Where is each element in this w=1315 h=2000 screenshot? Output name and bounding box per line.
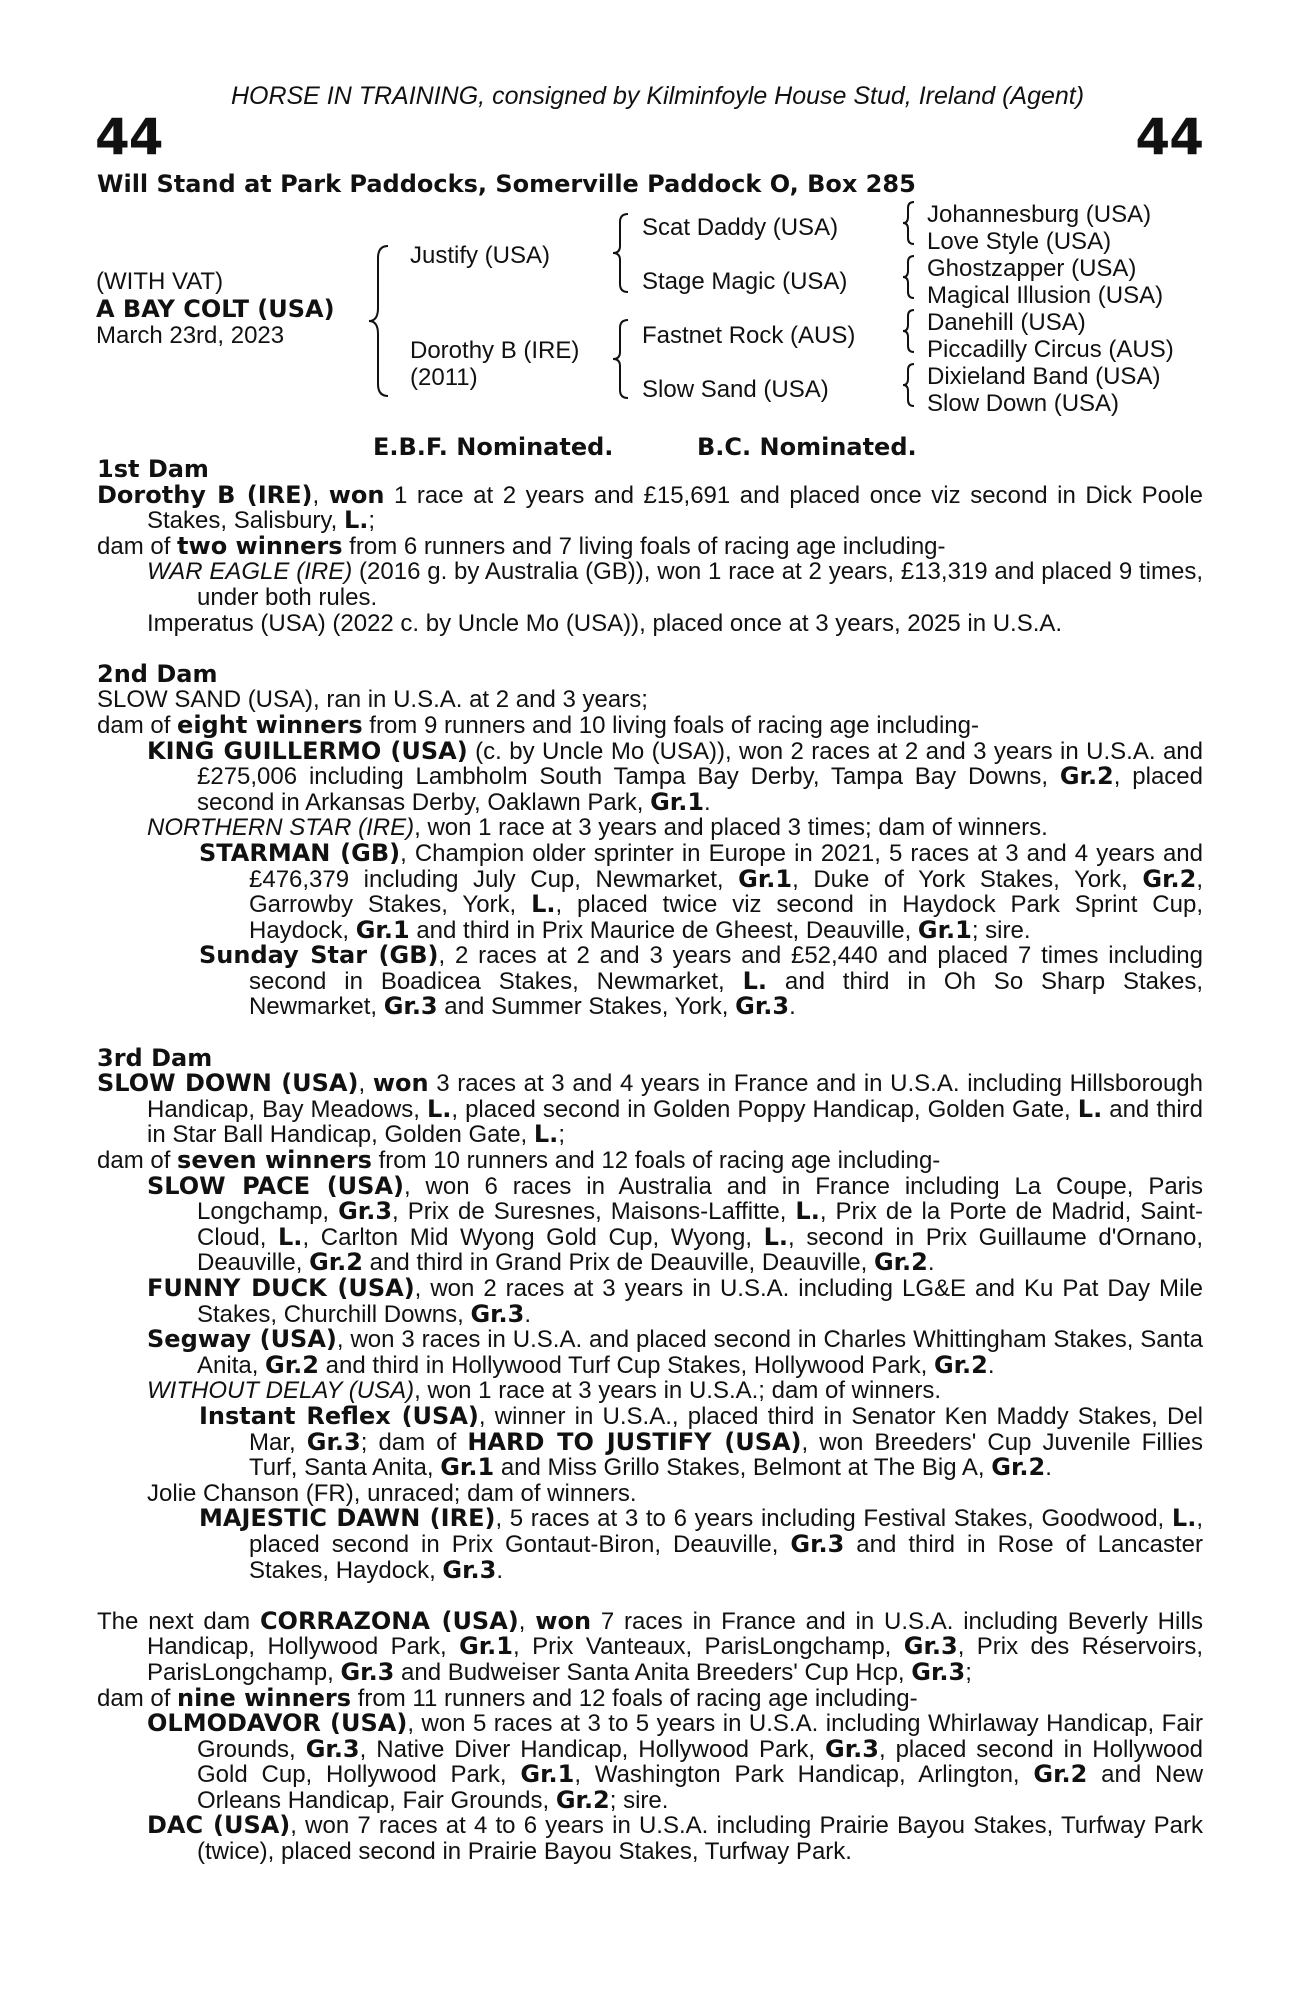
entry-text: ; [558,1121,565,1149]
entry-text: 7 races in France and in U.S.A. including Beverly Hills Handicap, Hollywood Park, [147,1607,1203,1661]
entry-text: Jolie Chanson (FR), unraced; dam of winners. [147,1479,637,1507]
entry-text: , Carlton Mid Wyong Gold Cup, Wyong, [302,1223,764,1251]
ebf-nominated: E.B.F. Nominated. [373,433,614,461]
entry-text: , won 2 races at 3 years in U.S.A. including LG&E and Ku Pat Day Mile Stakes, Churchill Downs, [197,1275,1203,1328]
entry-text: from 9 runners and 10 living foals of racing age including- [362,711,979,739]
pedigree-entry [97,1683,1203,1712]
entry-text: . [1045,1454,1052,1482]
bold-text: SLOW DOWN (USA) [97,1069,359,1098]
entry-text: , won 7 races at 4 to 6 years in U.S.A. including Prairie Bayou Stakes, Turfway Park (twice), placed second in Prairie Bayou Stakes, Turfway Park. [197,1812,1204,1866]
entry-text: , placed second in Golden Poppy Handicap, Golden Gate, [451,1095,1078,1123]
gg-bracket-4 [902,364,918,406]
bold-text: Dorothy B (IRE) [97,480,313,509]
entry-text: ; sire. [971,916,1031,944]
bold-text: KING GUILLERMO (USA) [147,736,468,765]
entry-text: SLOW SAND (USA), ran in U.S.A. at 2 and 3 years; [97,686,648,714]
main-bracket [368,246,392,396]
entry-text: 1 race at 2 years and £15,691 and placed once viz second in Dick Poole Stakes, Salisbury, [147,481,1203,535]
pedigree-entry [97,1276,1203,1327]
bold-text: eight winners [177,710,363,739]
bold-text: Gr.3 [338,1197,393,1226]
bold-text: won [328,480,385,509]
entry-text: and third in Oh So Sharp Stakes, Newmarket, [249,967,1203,1021]
entry-text: , Champion older sprinter in Europe in 2021, 5 races at 3 and 4 years and £476,379 including July Cup, Newmarket, [249,839,1203,893]
bold-text: OLMODAVOR (USA) [147,1709,408,1738]
bold-text: seven winners [177,1146,372,1175]
bold-text: HARD TO JUSTIFY (USA) [467,1427,802,1456]
entry-text: . [789,993,796,1021]
entry-text: . [496,1556,504,1584]
bold-text: Sunday Star (GB) [199,941,439,970]
bold-text: Instant Reflex (USA) [199,1401,479,1430]
entry-text: . [704,788,711,816]
pedigree-entry [97,611,1203,637]
entry-text: , Prix des Réservoirs, ParisLongchamp, [147,1633,1203,1686]
entry-text: , Prix de la Porte de Madrid, Saint-Cloud, [197,1198,1203,1251]
entry-text: dam of [97,1684,178,1712]
pedigree-entry [97,838,1203,944]
bold-text: L. [533,1120,559,1149]
bold-text: Gr.1 [738,864,793,893]
pedigree-entry [97,1148,1203,1174]
bold-text: Gr.2 [265,1350,319,1379]
dam-section [97,457,1203,636]
entry-text: . [987,1351,995,1379]
entry-text: and Summer Stakes, York, [437,993,736,1021]
italic-text: NORTHERN STAR (IRE) [147,814,415,842]
bold-text: Gr.2 [991,1453,1046,1482]
bold-text: Gr.1 [459,1632,513,1661]
dam-section [97,1043,1204,1584]
entry-text: , won 6 races in Australia and in France including La Coupe, Paris Longchamp, [197,1172,1203,1226]
bold-text: L. [278,1222,303,1251]
entry-text: . [524,1300,532,1328]
entry-text: , placed second in Arkansas Derby, Oaklawn Park, [197,763,1203,816]
stand-location: Will Stand at Park Paddocks, Somerville Paddock O, Box 285 [97,170,916,198]
pedigree-entry [97,687,1203,713]
pedigree-gg-4: Magical Illusion (USA) [927,282,1164,309]
pedigree-entry [97,1071,1203,1148]
entry-text: and third in Prix Maurice de Gheest, Deauville, [409,916,918,944]
bold-text: Gr.3 [305,1734,360,1763]
entry-text: , winner in U.S.A., placed third in Senator Ken Maddy Stakes, Del Mar, [249,1402,1204,1456]
pedigree-dam: Dorothy B (IRE) [410,337,580,364]
pedigree-gg-7: Dixieland Band (USA) [927,363,1161,390]
entry-text: (c. by Uncle Mo (USA)), won 2 races at 2 and 3 years in U.S.A. and £275,006 including Lambholm South Tampa Bay Derby, Tampa Bay Downs, [197,737,1204,791]
bold-text: MAJESTIC DAWN (IRE) [199,1504,496,1533]
foaling-date: March 23rd, 2023 [96,322,285,349]
catalogue-body [97,457,1203,1865]
entry-text: , placed twice viz second in Haydock Park Sprint Cup, Haydock, [249,891,1203,944]
bold-text: L. [1077,1094,1103,1123]
entry-text: , [358,1070,373,1098]
entry-text: , Prix de Suresnes, Maisons-Laffitte, [392,1198,796,1226]
entry-text: and third in Hollywood Turf Cup Stakes, Hollywood Park, [318,1351,934,1379]
entry-text: The next dam [97,1607,260,1635]
bold-text: Gr.1 [917,915,972,944]
dam-bracket [612,320,632,398]
entry-text: from 11 runners and 12 foals of racing age including- [351,1684,918,1712]
entry-text: from 6 runners and 7 living foals of racing age including- [342,532,946,560]
vat-note: (WITH VAT) [96,268,224,295]
entry-text: , Garrowby Stakes, York, [249,865,1203,919]
pedigree-gg-1: Johannesburg (USA) [927,201,1152,228]
sire-bracket [612,214,632,292]
entry-text: , won Breeders' Cup Juvenile Fillies Turf, Santa Anita, [249,1428,1204,1482]
gg-bracket-3 [902,310,918,352]
bold-text: Gr.2 [1142,864,1197,893]
bold-text: Segway (USA) [147,1325,337,1354]
entry-text: , 2 races at 2 and 3 years and £52,440 and placed 7 times including second in Boadicea Stakes, Newmarket, [249,942,1203,995]
bold-text: L. [742,966,768,995]
bold-text: L. [531,890,556,919]
bold-text: Gr.3 [470,1299,525,1328]
bold-text: Gr.1 [650,787,705,816]
entry-text: , Washington Park Handicap, Arlington, [574,1761,1034,1789]
pedigree-sire: Justify (USA) [410,242,551,269]
pedigree-sire-dam: Stage Magic (USA) [642,268,848,295]
entry-text: dam of [97,1147,178,1175]
entry-text: , won 1 race at 3 years in U.S.A.; dam of winners. [414,1377,942,1405]
bold-text: Gr.3 [306,1427,361,1456]
bold-text: Gr.1 [520,1760,575,1789]
pedigree-entry [97,1481,1203,1507]
entry-text: , [312,481,329,509]
entry-text: , second in Prix Guillaume d'Ornano, Deauville, [197,1223,1203,1277]
entry-text: and third in Rose of Lancaster Stakes, Haydock, [249,1530,1204,1584]
pedigree-entry [97,1401,1204,1482]
bold-text: SLOW PACE (USA) [147,1171,404,1200]
entry-text: dam of [97,711,178,739]
pedigree-entry [97,1378,1203,1404]
pedigree-entry [97,1813,1203,1864]
pedigree-entry [97,736,1204,816]
entry-text: and Budweiser Santa Anita Breeders' Cup Hcp, [394,1658,912,1686]
entry-text: , Duke of York Stakes, York, [792,865,1143,893]
bold-text: Gr.3 [903,1632,958,1661]
pedigree-gg-8: Slow Down (USA) [927,390,1120,417]
entry-text: ; [965,1658,972,1686]
entry-text: , placed second in Prix Gontaut-Biron, Deauville, [249,1505,1203,1558]
entry-text: ; sire. [609,1786,669,1814]
bold-text: L. [795,1197,820,1226]
bold-text: Gr.2 [1033,1760,1088,1789]
lot-number-right: 44 [1135,108,1203,166]
consignment-line: HORSE IN TRAINING, consigned by Kilminfoyle House Stud, Ireland (Agent) [230,82,1085,110]
pedigree-entry [97,1711,1203,1813]
entry-text: ; dam of [360,1428,468,1456]
entry-text: and Miss Grillo Stakes, Belmont at The Big A, [494,1454,992,1482]
section-heading: 3rd Dam [97,1043,213,1072]
bold-text: Gr.1 [355,915,410,944]
entry-text: . [927,1249,935,1277]
entry-text: , [518,1607,536,1635]
entry-text: and third in Grand Prix de Deauville, Deauville, [363,1249,874,1277]
pedigree-dam-dam: Slow Sand (USA) [642,376,829,403]
bold-text: Gr.2 [1059,762,1114,791]
lot-number-left: 44 [95,108,163,166]
pedigree-entry [97,710,1203,739]
entry-text: and New Orleans Handicap, Fair Grounds, [197,1761,1204,1814]
bold-text: DAC (USA) [147,1811,291,1840]
pedigree-dam-sire: Fastnet Rock (AUS) [642,322,856,349]
gg-bracket-2 [902,256,918,298]
section-heading: 2nd Dam [97,659,218,688]
pedigree-entry [97,1171,1203,1277]
bold-text: Gr.3 [790,1529,845,1558]
entry-text: (2016 g. by Australia (GB)), won 1 race at 2 years, £13,319 and placed 9 times, under both rules. [197,558,1203,611]
pedigree-entry [97,1606,1203,1686]
entry-text: , 5 races at 3 to 6 years including Festival Stakes, Goodwood, [495,1505,1172,1533]
entry-text: , won 1 race at 3 years and placed 3 times; dam of winners. [414,814,1048,842]
bold-text: CORRAZONA (USA) [259,1606,519,1635]
horse-name: A BAY COLT (USA) [96,295,335,323]
bold-text: Gr.2 [555,1785,610,1814]
pedigree-gg-2: Love Style (USA) [927,228,1112,255]
pedigree-entry [97,815,1203,841]
bold-text: STARMAN (GB) [199,838,401,867]
bold-text: L. [763,1222,789,1251]
bold-text: won [372,1069,429,1098]
pedigree-dam-year: (2011) [410,364,478,391]
dam-section [97,1606,1204,1866]
bold-text: nine winners [177,1683,352,1712]
entry-text: and third in Star Ball Handicap, Golden Gate, [147,1095,1204,1149]
bold-text: won [535,1606,592,1635]
pedigree-entry [97,1506,1203,1583]
italic-text: WAR EAGLE (IRE) [147,558,353,586]
bold-text: two winners [177,531,343,560]
entry-text: , Native Diver Handicap, Hollywood Park, [359,1735,825,1763]
pedigree-gg-6: Piccadilly Circus (AUS) [927,336,1174,363]
gg-bracket-1 [902,202,918,244]
bold-text: Gr.3 [911,1657,966,1686]
bold-text: Gr.2 [309,1248,363,1277]
pedigree-gg-5: Danehill (USA) [927,309,1086,336]
entry-text: , placed second in Hollywood Gold Cup, Hollywood Park, [197,1735,1204,1789]
entry-text: ; [368,507,376,535]
bold-text: Gr.3 [383,992,438,1021]
entry-text: Imperatus (USA) (2022 c. by Uncle Mo (USA)), placed once at 3 years, 2025 in U.S.A. [147,609,1063,637]
pedigree-sire-sire: Scat Daddy (USA) [642,214,839,241]
bold-text: Gr.3 [442,1555,497,1584]
section-heading: 1st Dam [97,455,209,483]
entry-text: 3 races at 3 and 4 years in France and in U.S.A. including Hillsborough Handicap, Bay Meadows, [147,1070,1203,1123]
bold-text: L. [426,1094,452,1123]
bc-nominated: B.C. Nominated. [697,433,917,461]
entry-text: , won 5 races at 3 to 5 years in U.S.A. including Whirlaway Handicap, Fair Grounds, [197,1710,1203,1763]
pedigree-entry [97,1327,1203,1378]
bold-text: Gr.3 [735,992,790,1021]
pedigree-entry [97,480,1203,535]
entry-text: , Prix Vanteaux, ParisLongchamp, [513,1633,904,1661]
bold-text: Gr.3 [825,1734,879,1763]
pedigree-entry [97,559,1203,610]
bold-text: L. [1171,1504,1197,1533]
bold-text: Gr.2 [933,1350,988,1379]
dam-section [97,659,1204,1021]
entry-text: dam of [97,532,178,560]
entry-text: , won 3 races in U.S.A. and placed second in Charles Whittingham Stakes, Santa Anita, [197,1326,1204,1379]
pedigree-gg-3: Ghostzapper (USA) [927,255,1137,282]
pedigree-entry [97,531,1203,560]
bold-text: Gr.3 [340,1657,395,1686]
italic-text: WITHOUT DELAY (USA) [147,1377,415,1405]
bold-text: Gr.2 [873,1248,928,1277]
pedigree-entry [97,943,1203,1020]
bold-text: L. [343,506,369,535]
bold-text: FUNNY DUCK (USA) [147,1274,415,1302]
bold-text: Gr.1 [440,1453,495,1482]
entry-text: from 10 runners and 12 foals of racing age including- [371,1147,941,1175]
